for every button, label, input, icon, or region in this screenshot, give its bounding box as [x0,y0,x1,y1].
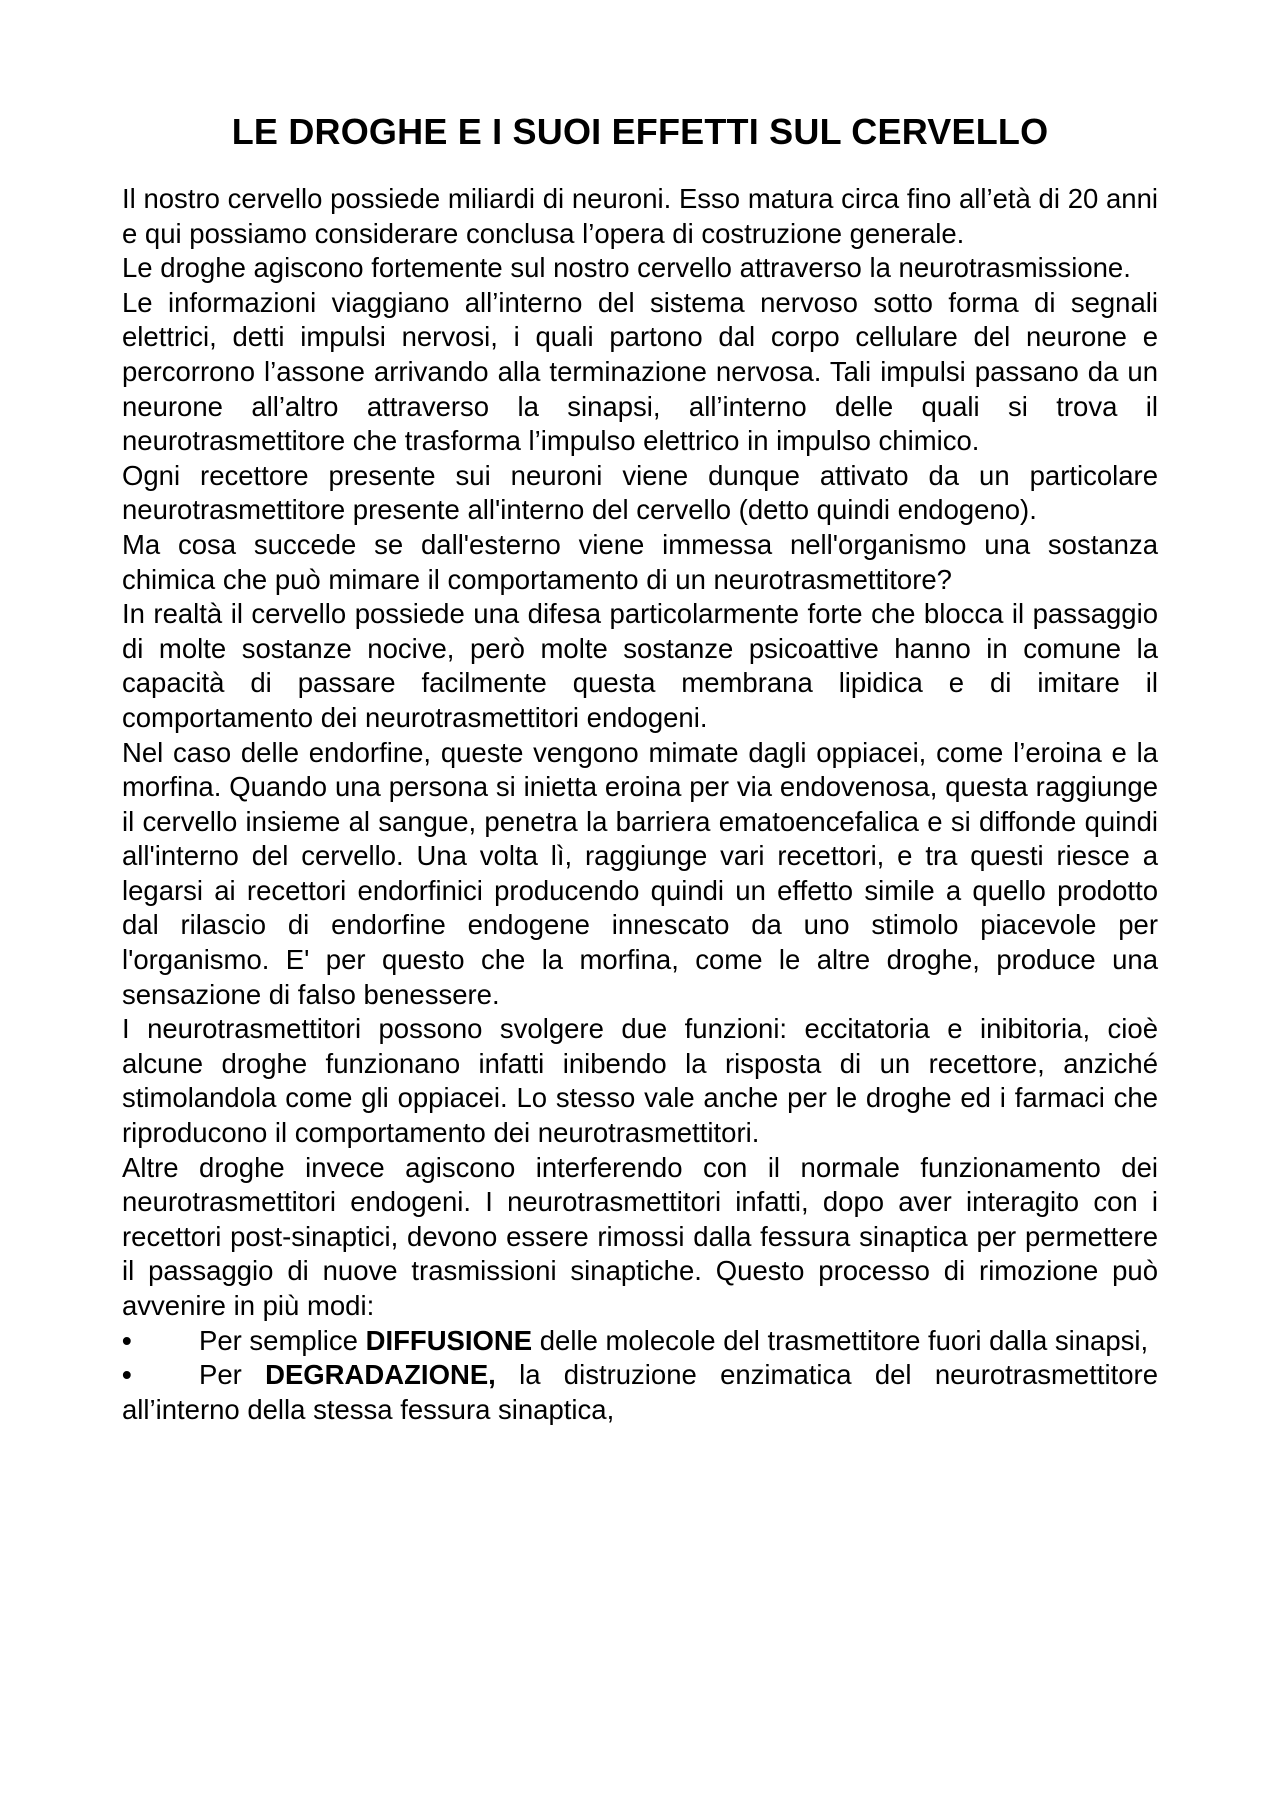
paragraph-4: Ogni recettore presente sui neuroni viene dunque attivato da un particolare neurotrasmettitore presente all'interno del cervello (detto quindi endogeno). [122,459,1158,526]
bullet-item-diffusione [122,1324,1158,1359]
bullet-bold-term: DEGRADAZIONE, [265,1359,496,1391]
paragraph-9: Altre droghe invece agiscono interferendo con il normale funzionamento dei neurotrasmettitori endogeni. I neurotrasmettitori infatti, dopo aver interagito con i recettori post-sinaptici, devono essere rimossi dalla fessura sinaptica per permettere il passaggio di nuove trasmissioni sinaptiche. Questo processo di rimozione può avvenire in più modi: [122,1151,1158,1321]
bullet-marker: • [122,1359,132,1391]
document-title: LE DROGHE E I SUOI EFFETTI SUL CERVELLO [231,111,1049,152]
bullet-item-degradazione [122,1358,1158,1427]
bullet-lead-text: Per [199,1359,266,1391]
paragraph-5: Ma cosa succede se dall'esterno viene immessa nell'organismo una sostanza chimica che può mimare il comportamento di un neurotrasmettitore? [122,528,1158,595]
paragraph-2: Le droghe agiscono fortemente sul nostro cervello attraverso la neurotrasmissione. [122,252,1131,284]
bullet-marker: • [122,1324,132,1356]
paragraph-8: I neurotrasmettitori possono svolgere due funzioni: eccitatoria e inibitoria, cioè alcune droghe funzionano infatti inibendo la risposta di un recettore, anziché stimolandola come gli oppiacei. Lo stesso vale anche per le droghe ed i farmaci che riproducono il comportamento dei neurotrasmettitori. [122,1013,1158,1149]
bullet-rest-text: la distruzione enzimatica del neurotrasmettitore all’interno della stessa fessura sinaptica, [122,1359,1158,1425]
paragraph-7: Nel caso delle endorfine, queste vengono mimate dagli oppiacei, come l’eroina e la morfina. Quando una persona si inietta eroina per via endovenosa, questa raggiunge il cervello insieme al sangue, penetra la barriera ematoencefalica e si diffonde quindi all'interno del cervello. Una volta lì, raggiunge vari recettori, e tra questi riesce a legarsi ai recettori endorfinici producendo quindi un effetto simile a quello prodotto dal rilascio di endorfine endogene innescato da uno stimolo piacevole per l'organismo. E' per questo che la morfina, come le altre droghe, produce una sensazione di falso benessere. [122,736,1158,1010]
bullet-bold-term: DIFFUSIONE [365,1324,533,1356]
bullet-rest-text: delle molecole del trasmettitore fuori dalla sinapsi, [532,1324,1149,1356]
paragraph-6: In realtà il cervello possiede una difesa particolarmente forte che blocca il passaggio di molte sostanze nocive, però molte sostanze psicoattive hanno in comune la capacità di passare facilmente questa membrana lipidica e di imitare il comportamento dei neurotrasmettitori endogeni. [122,598,1158,733]
paragraph-1: Il nostro cervello possiede miliardi di neuroni. Esso matura circa fino all’età di 20 anni e qui possiamo considerare conclusa l’opera di costruzione generale. [122,183,1158,249]
paragraph-3: Le informazioni viaggiano all’interno del sistema nervoso sotto forma di segnali elettrici, detti impulsi nervosi, i quali partono dal corpo cellulare del neurone e percorrono l’assone arrivando alla terminazione nervosa. Tali impulsi passano da un neurone all’altro attraverso la sinapsi, all’interno delle quali si trova il neurotrasmettitore che trasforma l’impulso elettrico in impulso chimico. [122,286,1158,457]
bullet-lead-text: Per semplice [199,1324,366,1356]
document-body [122,182,1158,1427]
